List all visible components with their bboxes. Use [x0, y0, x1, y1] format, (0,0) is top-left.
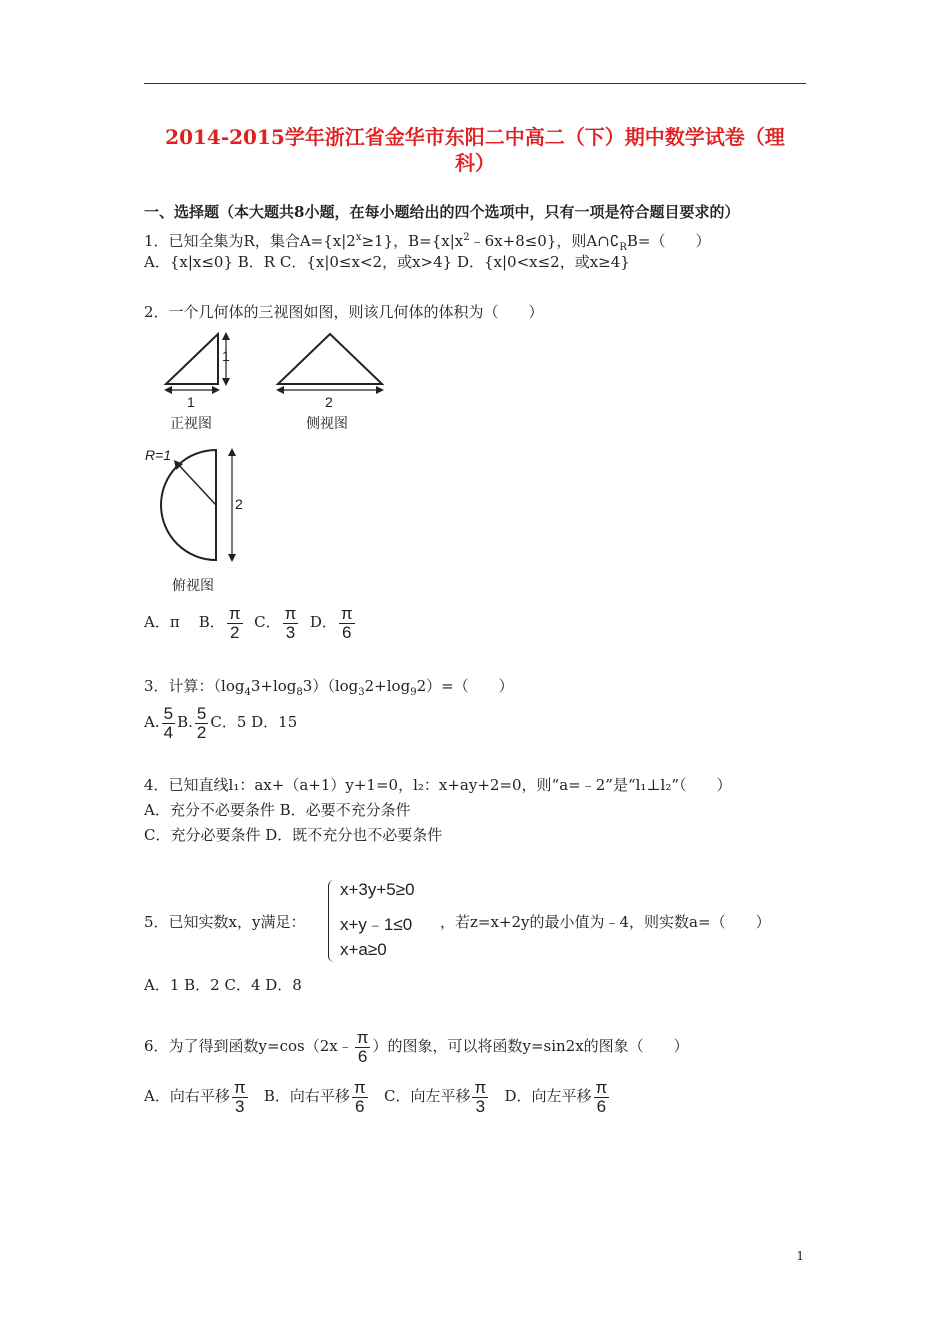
page-number: 1 [796, 1249, 804, 1263]
section-heading: 一、选择题（本大题共8小题，在每小题给出的四个选项中，只有一项是符合题目要求的） [144, 203, 740, 221]
fraction-5-4: $\frac{5}{4}$ [163, 703, 174, 742]
fraction-pi-6-stem: $\frac{\pi}{6}$ [356, 1027, 369, 1066]
title-line-2: 科） [455, 151, 495, 175]
front-height-label: 1 [222, 348, 230, 364]
system-brace [328, 880, 337, 962]
q5-stem-b: ，若z=x+2y的最小值为﹣4，则实数a=（ ） [440, 913, 771, 931]
top-diameter-label: 2 [235, 496, 243, 512]
header-rule [144, 83, 806, 84]
q4-options-cd: C．充分必要条件 D．既不充分也不必要条件 [144, 826, 443, 844]
inequality-3: x+a≥0 [340, 940, 387, 959]
q2-stem: 2．一个几何体的三视图如图，则该几何体的体积为（ ） [144, 303, 544, 321]
fraction-pi-2: $\frac{\pi}{2}$ [228, 603, 241, 642]
q1-options: A．{x|x≤0} B．R C．{x|0≤x<2，或x>4} D．{x|0<x≤2，或x≥4} [144, 253, 630, 271]
inequality-1: x+3y+5≥0 [340, 880, 415, 899]
side-view-caption: 侧视图 [306, 415, 348, 431]
q3-stem: 3．计算：$(\log_43+\log_83)(\log_32+\log_92)=$（ ） [144, 677, 514, 698]
q5-options: A．1 B．2 C．4 D．8 [144, 976, 302, 994]
page-title [144, 124, 806, 176]
q6-options: A．向右平移 $\frac{\pi}{3}$ B．向右平移 $\frac{\pi}{6}$ C．向左平移 $\frac{\pi}{3}$ D．向左平移 $\frac{\pi}{6}$ [144, 1077, 608, 1116]
q6-stem: 6．为了得到函数y=cos（2x﹣ $\frac{\pi}{6}$ ）的图象，可以将函数y=sin2x的图象（ ） [144, 1027, 689, 1066]
q4-stem: 4．已知直线l₁：ax+（a+1）y+1=0，l₂：x+ay+2=0，则“a=﹣2”是“l₁⊥l₂”（ ） [144, 776, 732, 794]
q2-options: A．π B． $\frac{\pi}{2}$ C． $\frac{\pi}{3}$ D． $\frac{\pi}{6}$ [144, 603, 353, 642]
title-line-1: 2014-2015学年浙江省金华市东阳二中高二（下）期中数学试卷（理 [165, 125, 785, 149]
front-width-label: 1 [187, 394, 195, 410]
inequality-2: x+y﹣1≤0 [340, 915, 413, 934]
top-view-caption: 俯视图 [172, 577, 214, 593]
q5-stem-a: 5．已知实数x，y满足： [144, 913, 306, 931]
q4-options-ab: A．充分不必要条件 B．必要不充分条件 [144, 801, 411, 819]
side-width-label: 2 [325, 394, 333, 410]
fraction-pi-6: $\frac{\pi}{6}$ [340, 603, 353, 642]
radius-arrow [176, 462, 216, 505]
top-view-semicircle [161, 450, 216, 560]
q3-options: A. $\frac{5}{4}$ B. $\frac{5}{2}$ C．5 D．15 [144, 703, 298, 742]
front-view-triangle [166, 334, 218, 384]
fraction-pi-3: $\frac{\pi}{3}$ [284, 603, 297, 642]
inequality-system [328, 876, 438, 968]
front-view-caption: 正视图 [170, 415, 212, 431]
radius-label: R=1 [145, 447, 172, 463]
q1-stem: 1．已知全集为R，集合$A=\{x|2^x\ge 1\}$，$B=\{x|x^2﹣6x+8\le 0\}$，则$A\cap∁_RB=$（ ） [144, 232, 711, 253]
fraction-5-2: $\frac{5}{2}$ [196, 703, 207, 742]
side-view-triangle [278, 334, 382, 384]
